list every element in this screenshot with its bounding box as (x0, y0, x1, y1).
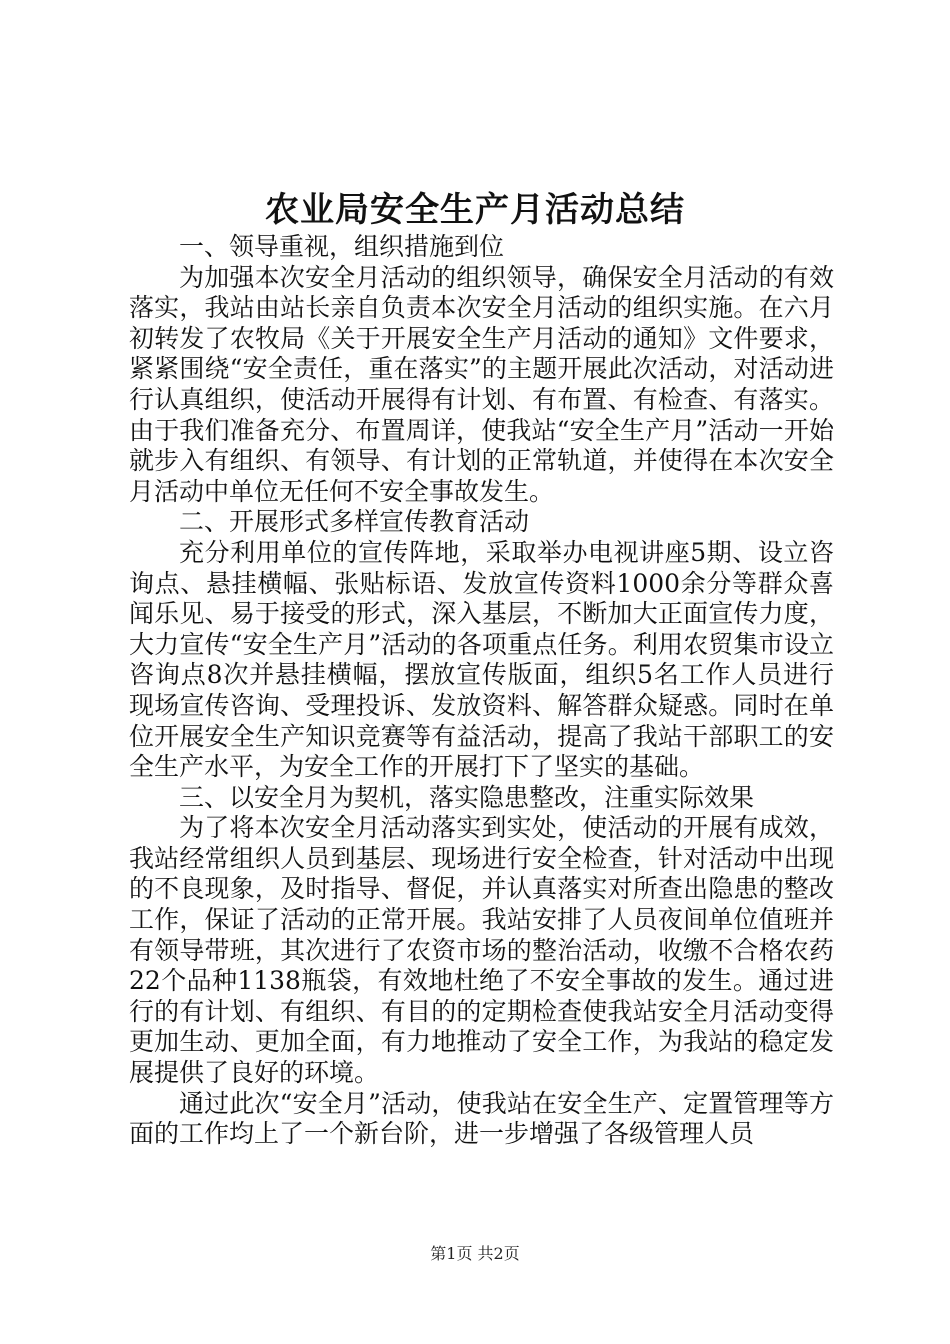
section-paragraph-1: 为加强本次安全月活动的组织领导，确保安全月活动的有效落实，我站由站长亲自负责本次安全月活动的组织实施。在六月初转发了农牧局《关于开展安全生产月活动的通知》文件要求，紧紧围绕“安全责任，重在落实”的主题开展此次活动，对活动进行认真组织，使活动开展得有计划、有布置、有检查、有落实。由于我们准备充分、布置周详，使我站“安全生产月”活动一开始就步入有组织、有领导、有计划的正常轨道，并使得在本次安全月活动中单位无任何不安全事故发生。 (129, 262, 834, 506)
document-title: 农业局安全生产月活动总结 (265, 190, 685, 230)
section-paragraph-2: 充分利用单位的宣传阵地，采取举办电视讲座5期、设立咨询点、悬挂横幅、张贴标语、发放宣传资料1000余分等群众喜闻乐见、易于接受的形式，深入基层，不断加大正面宣传力度，大力宣传“安全生产月”活动的各项重点任务。利用农贸集市设立咨询点8次并悬挂横幅，摆放宣传版面，组织5名工作人员进行现场宣传咨询、受理投诉、发放资料、解答群众疑惑。同时在单位开展安全生产知识竞赛等有益活动，提高了我站干部职工的安全生产水平，为安全工作的开展打下了坚实的基础。 (129, 537, 834, 782)
document-body (129, 232, 834, 1150)
section-heading-1: 一、领导重视，组织措施到位 (179, 232, 505, 261)
closing-paragraph: 通过此次“安全月”活动，使我站在安全生产、定置管理等方面的工作均上了一个新台阶，进一步增强了各级管理人员 (129, 1088, 834, 1149)
page-footer: 第1页 共2页 (430, 1244, 520, 1263)
section-paragraph-3: 为了将本次安全月活动落实到实处，使活动的开展有成效，我站经常组织人员到基层、现场进行安全检查，针对活动中出现的不良现象，及时指导、督促，并认真落实对所查出隐患的整改工作，保证了活动的正常开展。我站安排了人员夜间单位值班并有领导带班，其次进行了农资市场的整治活动，收缴不合格农药22个品种1138瓶袋，有效地杜绝了不安全事故的发生。通过进行的有计划、有组织、有目的的定期检查使我站安全月活动变得更加生动、更加全面，有力地推动了安全工作，为我站的稳定发展提供了良好的环境。 (129, 813, 834, 1088)
section-heading-3: 三、以安全月为契机，落实隐患整改，注重实际效果 (179, 782, 755, 812)
section-heading-2: 二、开展形式多样宣传教育活动 (179, 507, 530, 537)
